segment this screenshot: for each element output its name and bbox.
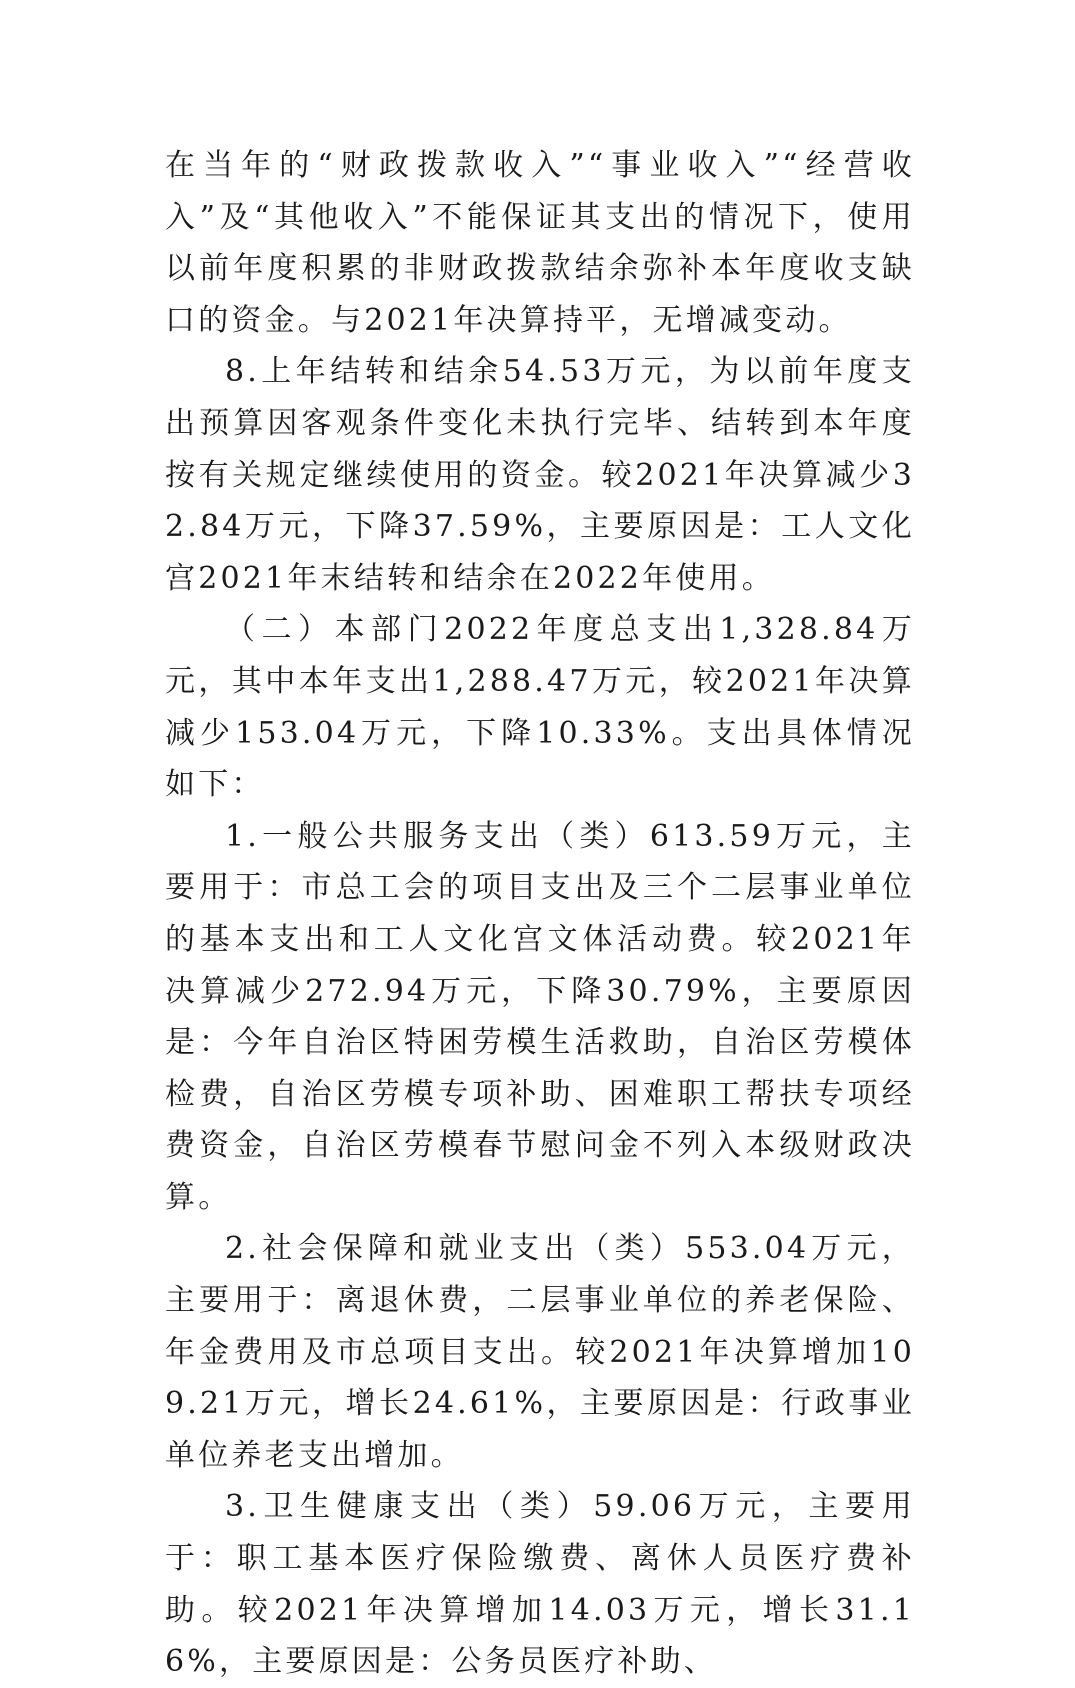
paragraph-carryover-balance: 8.上年结转和结余54.53万元，为以前年度支出预算因客观条件变化未执行完毕、结转到本年度按有关规定继续使用的资金。较2021年决算减少32.84万元，下降37.59%，主要原因是：工人文化宫2021年末结转和结余在2022年使用。 — [165, 354, 915, 596]
paragraph-total-expenditure: （二）本部门2022年度总支出1,328.84万元，其中本年支出1,288.47万元，较2021年决算减少153.04万元，下降10.33%。支出具体情况如下： — [165, 612, 915, 803]
body-text — [165, 140, 915, 1688]
paragraph-general-public-services: 1.一般公共服务支出（类）613.59万元，主要用于：市总工会的项目支出及三个二层事业单位的基本支出和工人文化宫文体活动费。较2021年决算减少272.94万元，下降30.79%，主要原因是：今年自治区特困劳模生活救助，自治区劳模体检费，自治区劳模专项补助、困难职工帮扶专项经费资金，自治区劳模春节慰问金不列入本级财政决算。 — [165, 818, 915, 1215]
paragraph-income-shortfall: 在当年的“财政拨款收入”“事业收入”“经营收入”及“其他收入”不能保证其支出的情况下，使用以前年度积累的非财政拨款结余弥补本年度收支缺口的资金。与2021年决算持平，无增减变动。 — [165, 148, 915, 338]
paragraph-health-expenditure: 3.卫生健康支出（类）59.06万元，主要用于：职工基本医疗保险缴费、离休人员医疗费补助。较2021年决算增加14.03万元，增长31.16%，主要原因是：公务员医疗补助、 — [165, 1489, 915, 1680]
paragraph-social-security: 2.社会保障和就业支出（类）553.04万元，主要用于：离退休费，二层事业单位的养老保险、年金费用及市总项目支出。较2021年决算增加109.21万元，增长24.61%，主要原因是：行政事业单位养老支出增加。 — [165, 1231, 915, 1473]
